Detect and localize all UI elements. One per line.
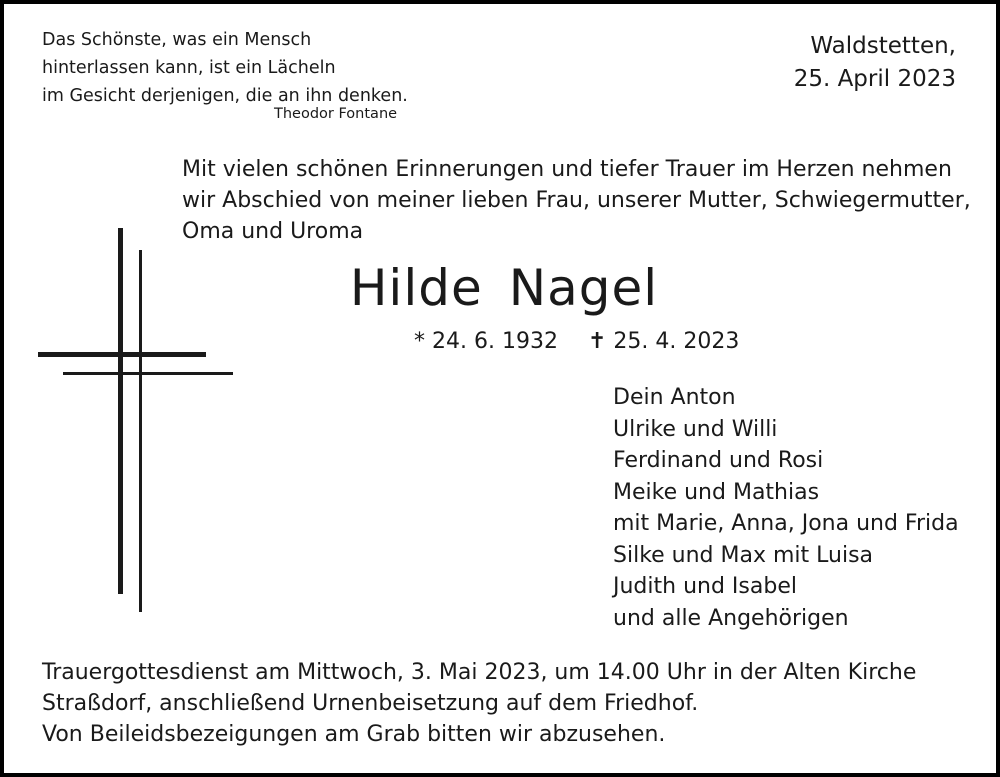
place-date [756, 30, 956, 96]
mourner: Judith und Isabel [613, 574, 797, 599]
quote-line: Das Schönste, was ein Mensch [42, 30, 312, 50]
notice-date: 25. April 2023 [793, 66, 956, 92]
intro-text [182, 154, 982, 247]
first-name: Hilde [349, 259, 483, 317]
mourner: Dein Anton [613, 385, 736, 410]
service-line: Von Beileidsbezeigungen am Grab bitten wir abzusehen. [42, 722, 666, 747]
service-info [42, 657, 982, 750]
service-line: Trauergottesdienst am Mittwoch, 3. Mai 2023, um 14.00 Uhr in der Alten Kirche [42, 660, 917, 685]
mourner: und alle Angehörigen [613, 605, 849, 631]
mourner: mit Marie, Anna, Jona und Frida [613, 511, 959, 536]
mourner: Silke und Max mit Luisa [613, 542, 874, 568]
mourner: Meike und Mathias [613, 479, 820, 505]
intro-line: wir Abschied von meiner lieben Frau, unserer Mutter, Schwiegermutter, [182, 188, 971, 213]
intro-line: Oma und Uroma [182, 219, 364, 244]
place: Waldstetten, [810, 33, 956, 59]
birth-date: * 24. 6. 1932 [414, 329, 558, 354]
cross-horizontal-thin [63, 372, 233, 375]
deceased-name [4, 252, 1000, 324]
last-name: Nagel [508, 259, 659, 317]
life-dates [414, 326, 739, 358]
quote-author: Theodor Fontane [274, 106, 398, 122]
cross-horizontal-bar [38, 352, 206, 357]
mourner: Ferdinand und Rosi [613, 448, 824, 473]
quote-line: hinterlassen kann, ist ein Lächeln [42, 58, 336, 78]
death-date: ✝ 25. 4. 2023 [587, 329, 740, 354]
mourners-list [613, 382, 959, 634]
intro-line: Mit vielen schönen Erinnerungen und tiefer Trauer im Herzen nehmen [182, 157, 952, 182]
quote-line: im Gesicht derjenigen, die an ihn denken. [42, 86, 408, 106]
mourner: Ulrike und Willi [613, 416, 778, 442]
quote [42, 26, 442, 110]
service-line: Straßdorf, anschließend Urnenbeisetzung auf dem Friedhof. [42, 691, 699, 716]
